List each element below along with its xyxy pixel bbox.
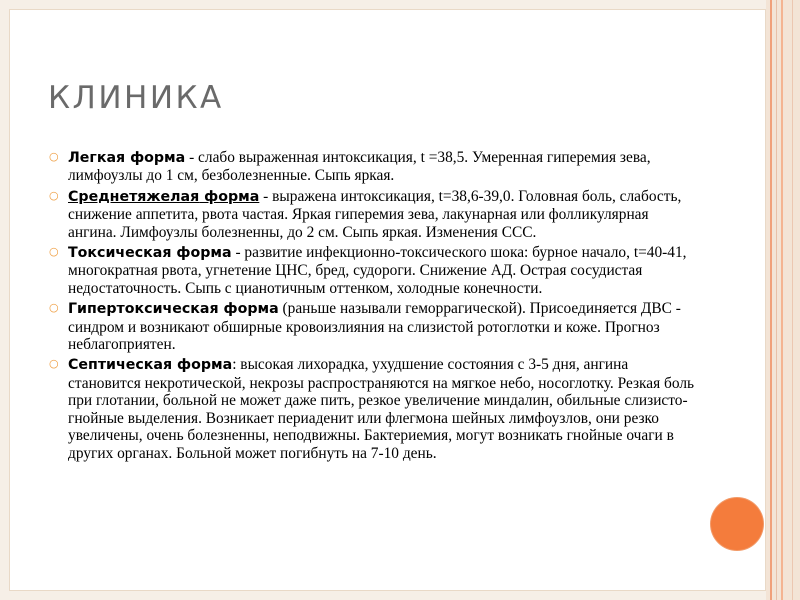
item-term: Токсическая форма bbox=[68, 245, 232, 262]
orange-circle-decoration bbox=[711, 498, 763, 550]
item-term: Гипертоксическая форма bbox=[68, 301, 279, 318]
circle-bullet-icon: ○ bbox=[49, 301, 59, 315]
decorative-stripe bbox=[770, 0, 772, 600]
item-text: - выражена интоксикация, t=38,6-39,0. Головная боль, слабость, снижение аппетита, рвота частая. Яркая гиперемия зева, лакунарная или фолликулярная ангина. Лимфоузлы болезненны, до 2 см. Сыпь яркая. Изменения ССС. bbox=[68, 187, 682, 241]
slide-content bbox=[48, 149, 698, 465]
list-item-septic-form bbox=[48, 356, 698, 461]
circle-bullet-icon: ○ bbox=[49, 245, 59, 259]
item-term: Среднетяжелая bbox=[68, 188, 200, 205]
decorative-stripe bbox=[792, 0, 793, 600]
decorative-stripe bbox=[776, 0, 777, 600]
item-term: Легкая форма bbox=[68, 150, 186, 166]
circle-bullet-icon: ○ bbox=[49, 357, 59, 371]
item-text: - слабо выраженная интоксикация, t =38,5. Умеренная гиперемия зева, лимфоузлы до 1 см, безболезненные. Сыпь яркая. bbox=[68, 149, 651, 185]
circle-bullet-icon: ○ bbox=[49, 188, 59, 202]
item-term-tail: форма bbox=[199, 188, 260, 205]
item-text: (раньше называли геморрагической). Присоединяется ДВС - синдром и возникают обширные кровоизлияния на слизистой ротоглотки и коже. Прогноз неблагоприятен. bbox=[68, 300, 681, 354]
item-term: Септическая форма bbox=[68, 357, 233, 374]
item-text: - развитие инфекционно-токсического шока: бурное начало, t=40-41, многократная рвота, угнетение ЦНС, бред, судороги. Снижение АД. Острая сосудистая недостаточность. Сыпь с цианотичным оттенком, холодные конечности. bbox=[68, 244, 687, 297]
list-item-toxic-form bbox=[48, 244, 698, 297]
slide-title: КЛИНИКА bbox=[48, 80, 224, 116]
decorative-stripe bbox=[781, 0, 783, 600]
list-item-light-form bbox=[48, 149, 698, 185]
item-text: : высокая лихорадка, ухудшение состояния с 3-5 дня, ангина становится некротической, некрозы распространяются на мягкое небо, носоглотку. Резкая боль при глотании, больной не может даже пить, резкое увеличение миндалин, обильные слизисто-гнойные выделения. Возникает периаденит или флегмона шейных лимфоузлов, они резко увеличены, очень болезненны, неподвижны. Бактериемия, могут возникать гнойные очаги в других органах. Больной может погибнуть на 7-10 день. bbox=[68, 356, 695, 462]
list-item-hypertoxic-form bbox=[48, 300, 698, 353]
list-item-moderate-form bbox=[48, 188, 698, 241]
circle-bullet-icon: ○ bbox=[49, 150, 59, 163]
